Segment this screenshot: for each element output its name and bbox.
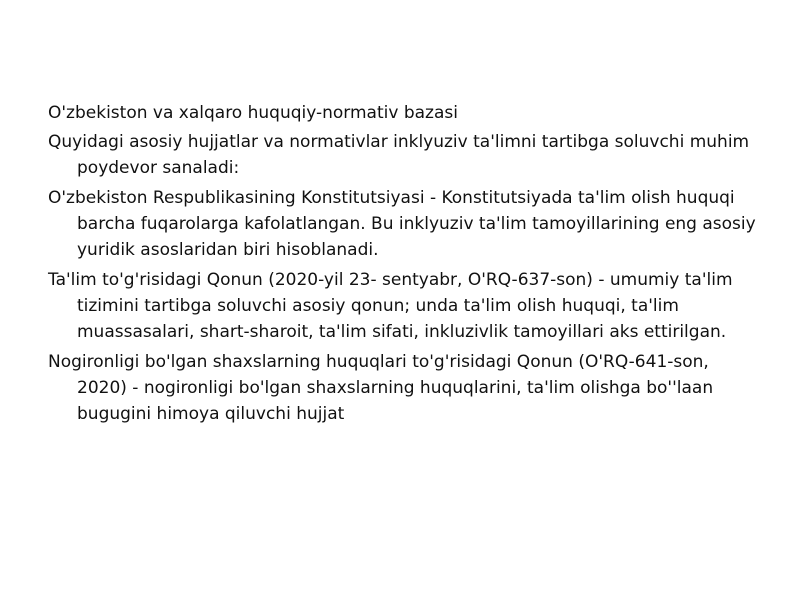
paragraph-education-law: Ta'lim to'g'risidagi Qonun (2020-yil 23- sentyabr, O'RQ-637-son) - umumiy ta'lim tizimini tartibga soluvchi asosiy qonun; unda ta'lim olish huquqi, ta'lim muassasalari, shart-sharoit, ta'lim sifati, inkluzivlik tamoyillari aks ettirilgan. [48,270,733,342]
paragraph-intro: Quyidagi asosiy hujjatlar va normativlar inklyuziv ta'limni tartibga soluvchi muhim poydevor sanaladi: [48,132,750,178]
slide-body [48,100,758,431]
paragraph-disability-law: Nogironligi bo'lgan shaxslarning huquqlari to'g'risidagi Qonun (O'RQ-641-son, 2020) - nogironligi bo'lgan shaxslarning huquqlarini, ta'lim olishga bo''laan bugugini himoya qiluvchi hujjat [48,352,714,424]
slide-heading: O'zbekiston va xalqaro huquqiy-normativ bazasi [48,103,458,123]
paragraph-constitution: O'zbekiston Respublikasining Konstitutsiyasi - Konstitutsiyada ta'lim olish huquqi barcha fuqarolarga kafolatlangan. Bu inklyuziv ta'lim tamoyillarining eng asosiy yuridik asoslaridan biri hisoblanadi. [48,188,756,260]
